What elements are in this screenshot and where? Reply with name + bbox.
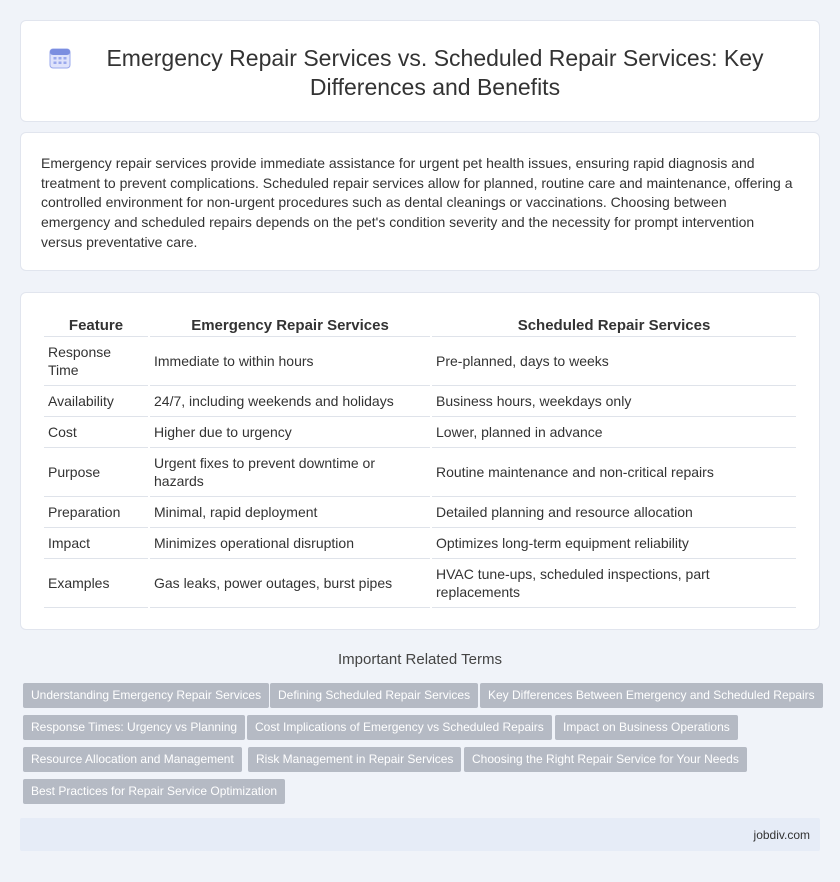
row-scheduled-cell: Optimizes long-term equipment reliability [432,528,796,559]
table-row [44,417,796,448]
row-emergency-cell: Immediate to within hours [150,337,430,386]
intro-paragraph: Emergency repair services provide immediate assistance for urgent pet health issues, ensuring rapid diagnosis and treatment to prevent complications. Scheduled repair services allow for planned, routine care and maintenance, offering a controlled environment for non-urgent procedures such as dental cleanings or vaccinations. Choosing between emergency and scheduled repairs depends on the pet's condition severity and the necessity for prompt intervention versus preventative care. [41,155,793,250]
related-term-tag[interactable]: Response Times: Urgency vs Planning [23,715,245,740]
related-term-tag[interactable]: Cost Implications of Emergency vs Scheduled Repairs [247,715,552,740]
page-title: Emergency Repair Services vs. Scheduled Repair Services: Key Differences and Benefits [106,45,764,100]
table-row [44,528,796,559]
row-emergency-cell: Minimizes operational disruption [150,528,430,559]
row-feature-cell: Cost [44,417,148,448]
table-row [44,497,796,528]
row-scheduled-cell: Lower, planned in advance [432,417,796,448]
row-scheduled-cell: Business hours, weekdays only [432,386,796,417]
row-feature-cell: Availability [44,386,148,417]
comparison-card [20,292,820,630]
related-term-tag[interactable]: Key Differences Between Emergency and Scheduled Repairs [480,683,823,708]
related-term-tag[interactable]: Impact on Business Operations [555,715,738,740]
intro-card [20,132,820,271]
row-scheduled-cell: Detailed planning and resource allocation [432,497,796,528]
related-term-tag[interactable]: Defining Scheduled Repair Services [270,683,478,708]
footer-site-link[interactable]: jobdiv.com [753,828,810,842]
row-scheduled-cell: Routine maintenance and non-critical repairs [432,448,796,497]
header-emergency: Emergency Repair Services [150,313,430,337]
row-feature-cell: Preparation [44,497,148,528]
related-term-tag[interactable]: Understanding Emergency Repair Services [23,683,269,708]
title-wrap [61,44,779,102]
table-row [44,337,796,386]
related-term-tag[interactable]: Resource Allocation and Management [23,747,242,772]
row-emergency-cell: Urgent fixes to prevent downtime or hazards [150,448,430,497]
row-emergency-cell: Higher due to urgency [150,417,430,448]
related-term-tag[interactable]: Best Practices for Repair Service Optimization [23,779,285,804]
row-feature-cell: Examples [44,559,148,608]
row-scheduled-cell: HVAC tune-ups, scheduled inspections, part replacements [432,559,796,608]
row-feature-cell: Response Time [44,337,148,386]
related-term-tag[interactable]: Choosing the Right Repair Service for Your Needs [464,747,747,772]
header-feature: Feature [44,313,148,337]
row-emergency-cell: 24/7, including weekends and holidays [150,386,430,417]
row-feature-cell: Impact [44,528,148,559]
row-emergency-cell: Minimal, rapid deployment [150,497,430,528]
related-term-tag[interactable]: Risk Management in Repair Services [248,747,461,772]
row-emergency-cell: Gas leaks, power outages, burst pipes [150,559,430,608]
row-feature-cell: Purpose [44,448,148,497]
comparison-table [42,313,798,608]
table-row [44,559,796,608]
footer [20,818,820,851]
table-header-row [44,313,796,337]
table-row [44,448,796,497]
title-card [20,20,820,122]
related-terms-heading: Important Related Terms [338,651,502,668]
table-row [44,386,796,417]
row-scheduled-cell: Pre-planned, days to weeks [432,337,796,386]
header-scheduled: Scheduled Repair Services [432,313,796,337]
